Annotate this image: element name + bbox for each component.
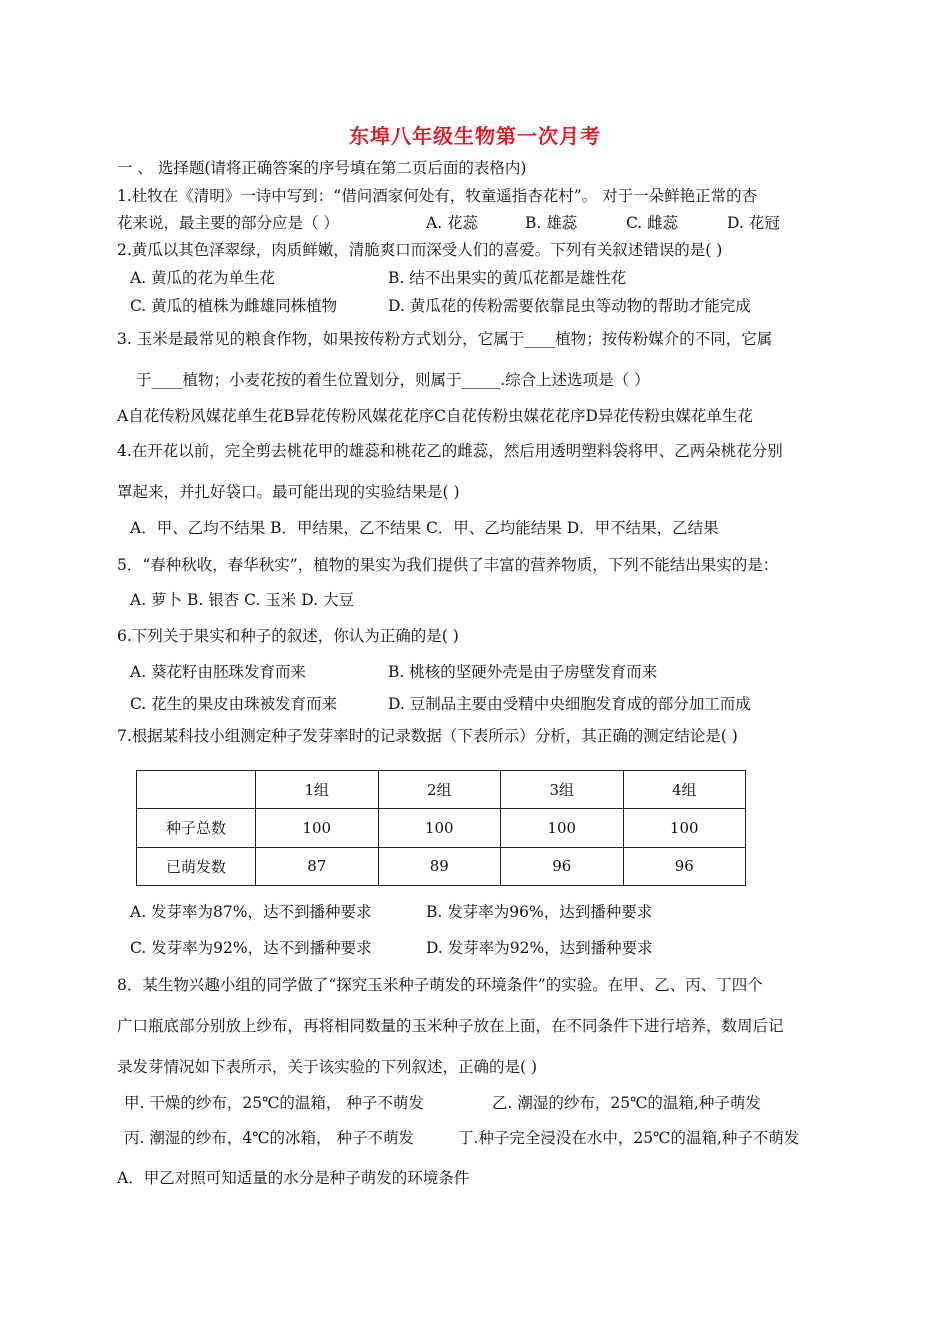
q7-option-c: C. 发芽率为92%，达不到播种要求: [130, 939, 372, 957]
table-cell: 100: [623, 809, 746, 847]
q7-option-b: B. 发芽率为96%，达到播种要求: [426, 903, 653, 921]
q3-line2: 于____植物；小麦花按的着生位置划分，则属于_____.综合上述选项是（ ）: [136, 371, 650, 389]
table-header-row: [137, 771, 746, 809]
table-header-cell: 2组: [378, 771, 501, 809]
q6-stem: 6.下列关于果实和种子的叙述，你认为正确的是( ): [117, 627, 459, 645]
q8-condition-jia: 甲. 干燥的纱布，25℃的温箱， 种子不萌发: [124, 1094, 424, 1112]
q2-option-c: C. 黄瓜的植株为雌雄同株植物: [130, 297, 338, 315]
table-cell: 种子总数: [137, 809, 256, 847]
section-heading: 一 、 选择题(请将正确答案的序号填在第二页后面的表格内): [117, 159, 527, 177]
q6-option-b: B. 桃核的坚硬外壳是由子房壁发育而来: [388, 663, 658, 681]
q6-option-d: D. 豆制品主要由受精中央细胞发育成的部分加工而成: [388, 695, 751, 713]
q1-option-c: C. 雌蕊: [626, 214, 679, 232]
q2-stem: 2.黄瓜以其色泽翠绿，肉质鲜嫩，清脆爽口而深受人们的喜爱。下列有关叙述错误的是( ): [117, 241, 723, 259]
q8-condition-ding: 丁.种子完全浸没在水中，25℃的温箱,种子不萌发: [458, 1129, 800, 1147]
q8-line1: 8．某生物兴趣小组的同学做了“探究玉米种子萌发的环境条件”的实验。在甲、乙、丙、丁四个: [117, 976, 763, 994]
q3-line1: 3. 玉米是最常见的粮食作物，如果按传粉方式划分，它属于____植物；按传粉媒介的不同，它属: [117, 330, 773, 348]
q5-options: A. 萝卜 B. 银杏 C. 玉米 D. 大豆: [130, 591, 354, 609]
q3-options: A自花传粉风媒花单生花B异花传粉风媒花花序C自花传粉虫媒花花序D异花传粉虫媒花单生花: [117, 407, 753, 425]
q6-option-c: C. 花生的果皮由珠被发育而来: [130, 695, 338, 713]
q8-line3: 录发芽情况如下表所示，关于该实验的下列叙述，正确的是( ): [117, 1058, 538, 1076]
q4-line1: 4.在开花以前，完全剪去桃花甲的雄蕊和桃花乙的雌蕊，然后用透明塑料袋将甲、乙两朵桃花分别: [117, 442, 783, 460]
germination-table: [136, 770, 746, 886]
table-cell: 96: [623, 847, 746, 885]
q8-condition-yi: 乙. 潮湿的纱布，25℃的温箱,种子萌发: [492, 1094, 761, 1112]
table-cell: 87: [256, 847, 379, 885]
table-header-cell: 3组: [501, 771, 624, 809]
table-header-cell: 4组: [623, 771, 746, 809]
table-header-cell: [137, 771, 256, 809]
q2-option-b: B. 结不出果实的黄瓜花都是雄性花: [388, 269, 627, 287]
q1-line2: 花来说，最主要的部分应是（ ）: [117, 214, 339, 232]
q7-option-d: D. 发芽率为92%，达到播种要求: [426, 939, 653, 957]
q2-option-a: A. 黄瓜的花为单生花: [130, 269, 276, 287]
q1-line1: 1.杜牧在《清明》一诗中写到：“借问酒家何处有，牧童遥指杏花村”。 对于一朵鲜艳正常的杏: [117, 187, 758, 205]
q5-stem: 5．“春种秋收，春华秋实”，植物的果实为我们提供了丰富的营养物质，下列不能结出果实的是：: [117, 556, 779, 574]
table-cell: 100: [501, 809, 624, 847]
q8-condition-bing: 丙. 潮湿的纱布，4℃的冰箱， 种子不萌发: [124, 1129, 414, 1147]
q1-option-a: A. 花蕊: [426, 214, 479, 232]
q6-option-a: A. 葵花籽由胚珠发育而来: [130, 663, 307, 681]
q1-option-d: D. 花冠: [727, 214, 780, 232]
q1-option-b: B. 雄蕊: [525, 214, 578, 232]
q4-line2: 罩起来，并扎好袋口。最可能出现的实验结果是( ): [117, 483, 460, 501]
table-cell: 已萌发数: [137, 847, 256, 885]
table-cell: 89: [378, 847, 501, 885]
table-cell: 100: [256, 809, 379, 847]
table-header-cell: 1组: [256, 771, 379, 809]
q2-option-d: D. 黄瓜花的传粉需要依靠昆虫等动物的帮助才能完成: [388, 297, 751, 315]
q7-stem: 7.根据某科技小组测定种子发芽率时的记录数据（下表所示）分析，其正确的测定结论是( ): [117, 727, 738, 745]
q8-line2: 广口瓶底部分别放上纱布，再将相同数量的玉米种子放在上面，在不同条件下进行培养，数周后记: [117, 1017, 784, 1035]
table-row: [137, 847, 746, 885]
q4-options: A．甲、乙均不结果 B．甲结果，乙不结果 C．甲、乙均能结果 D．甲不结果，乙结果: [130, 519, 719, 537]
table-row: [137, 809, 746, 847]
q8-option-a: A．甲乙对照可知适量的水分是种子萌发的环境条件: [117, 1169, 470, 1187]
table-cell: 96: [501, 847, 624, 885]
table-cell: 100: [378, 809, 501, 847]
q7-option-a: A. 发芽率为87%，达不到播种要求: [130, 903, 372, 921]
page-title: 东埠八年级生物第一次月考: [349, 124, 601, 148]
